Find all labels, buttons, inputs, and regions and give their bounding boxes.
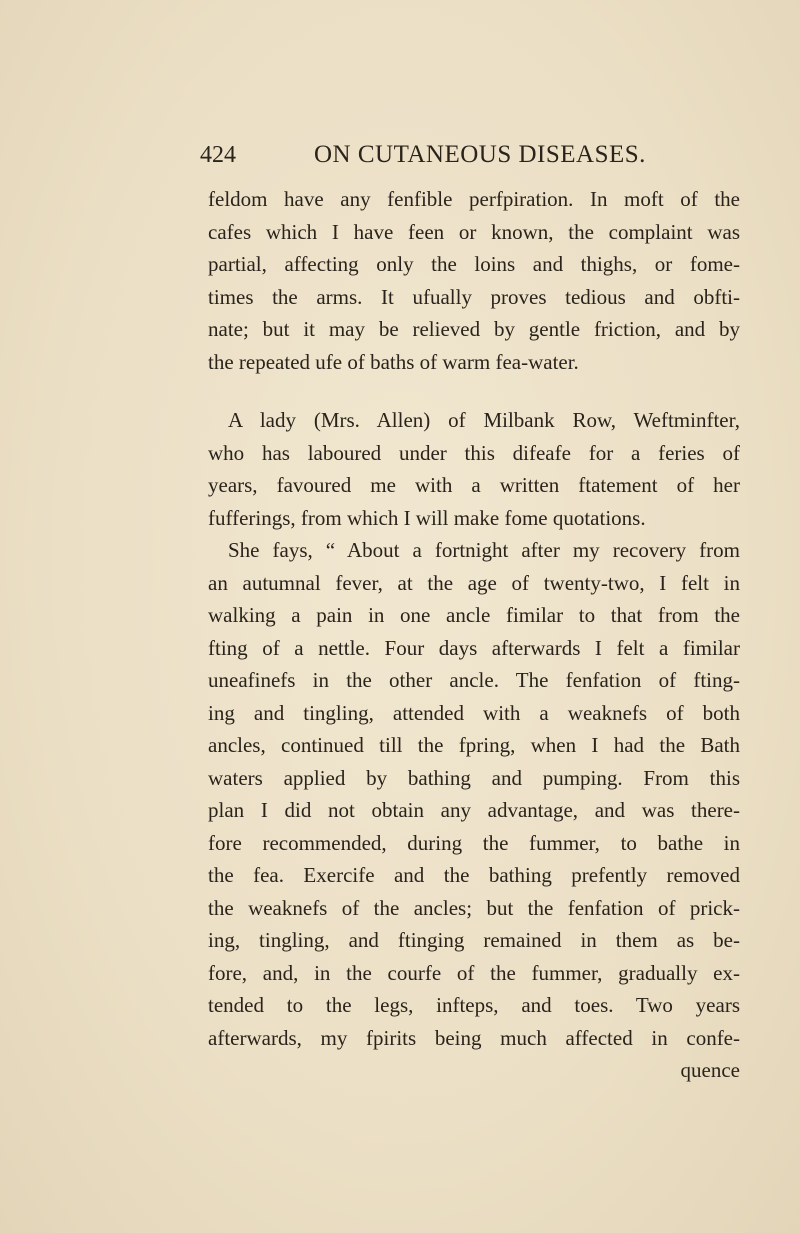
- text-line: ing and tingling, attended with a weaknefs of both: [208, 700, 740, 725]
- text-line: times the arms. It ufually proves tedious and obfti-: [208, 284, 740, 309]
- text-line: an autumnal fever, at the age of twenty-two, I felt in: [208, 570, 740, 595]
- text-line: walking a pain in one ancle fimilar to that from the: [208, 603, 740, 627]
- text-line: fore recommended, during the fummer, to bathe in: [208, 830, 740, 855]
- catchword: quence: [680, 1058, 740, 1082]
- paragraph-2: [208, 404, 740, 534]
- running-head: ON CUTANEOUS DISEASES.: [314, 141, 646, 168]
- text-line: plan I did not obtain any advantage, and was there-: [208, 798, 740, 822]
- text-line: uneafinefs in the other ancle. The fenfation of fting-: [208, 668, 740, 692]
- text-line: years, favoured me with a written ftatement of her: [208, 473, 740, 497]
- text-line: waters applied by bathing and pumping. From this: [208, 765, 740, 790]
- text-line: the repeated ufe of baths of warm fea-water.: [208, 349, 579, 374]
- text-line: the fea. Exercife and the bathing prefently removed: [208, 863, 740, 887]
- text-line: feldom have any fenfible perfpiration. In moft of the: [208, 187, 740, 211]
- text-line: who has laboured under this difeafe for a feries of: [208, 440, 740, 465]
- paragraph-3: [208, 534, 740, 1054]
- paragraph-1: [208, 183, 740, 378]
- text-line: partial, affecting only the loins and thighs, or fome-: [208, 252, 740, 276]
- page-number: 424: [200, 142, 236, 168]
- text-line: fting of a nettle. Four days afterwards I felt a fimilar: [208, 635, 740, 660]
- text-line: the weaknefs of the ancles; but the fenfation of prick-: [208, 895, 740, 920]
- text-line: nate; but it may be relieved by gentle friction, and by: [208, 317, 740, 341]
- text-line: A lady (Mrs. Allen) of Milbank Row, Weftminfter,: [228, 408, 740, 432]
- text-line: fore, and, in the courfe of the fummer, gradually ex-: [208, 960, 740, 985]
- body-text: [208, 183, 740, 1087]
- paragraph-gap: [208, 378, 740, 404]
- text-line: tended to the legs, infteps, and toes. Two years: [208, 993, 740, 1017]
- text-line: cafes which I have feen or known, the complaint was: [208, 219, 740, 244]
- text-line: fufferings, from which I will make fome quotations.: [208, 505, 646, 530]
- page-header: [200, 134, 740, 170]
- text-line: afterwards, my fpirits being much affected in confe-: [208, 1025, 740, 1050]
- text-line: She fays, “ About a fortnight after my recovery from: [228, 538, 740, 562]
- text-line: ancles, continued till the fpring, when I had the Bath: [208, 733, 740, 757]
- text-line: ing, tingling, and ftinging remained in them as be-: [208, 928, 740, 952]
